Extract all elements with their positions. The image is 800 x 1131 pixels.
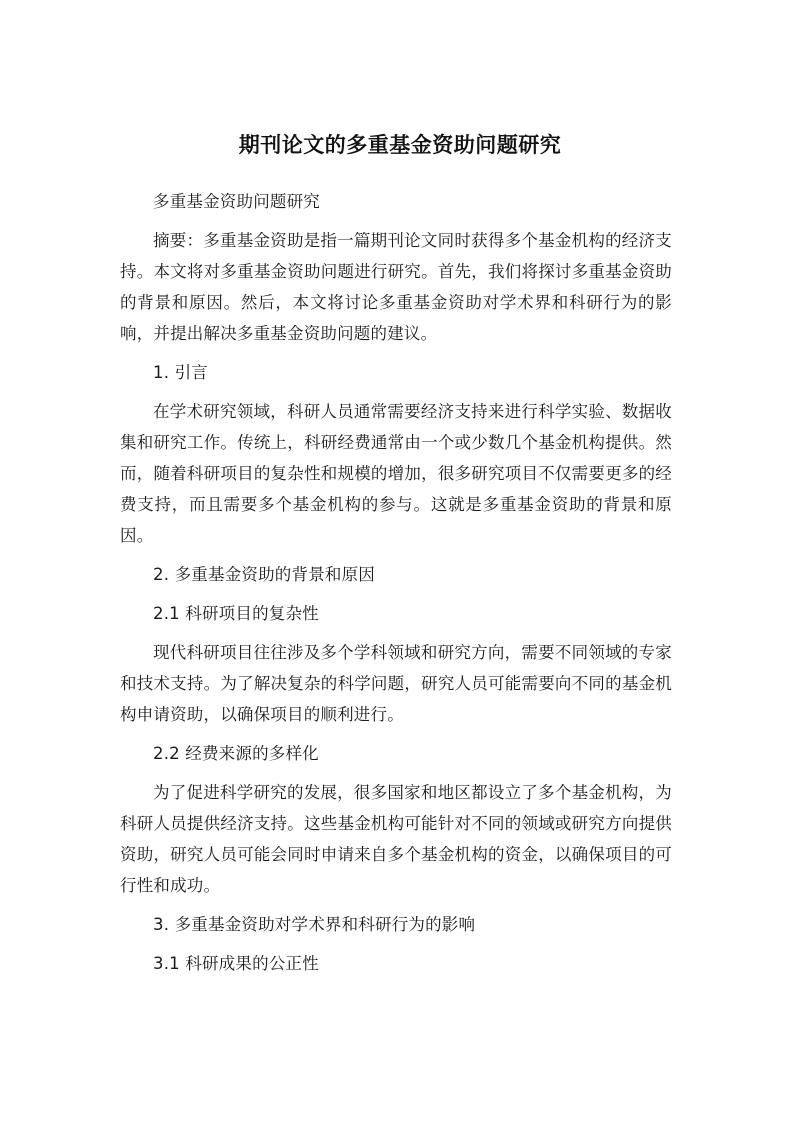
body-paragraph: 为了促进科学研究的发展，很多国家和地区都设立了多个基金机构，为科研人员提供经济支持。这些基金机构可能针对不同的领域或研究方向提供资助，研究人员可能会同时申请来自多个基金机构的资金，以确保项目的可行性和成功。 <box>120 783 672 895</box>
subsection-heading: 3.1 科研成果的公正性 <box>153 954 319 973</box>
section-heading: 多重基金资助问题研究 <box>153 192 320 211</box>
section-heading: 3. 多重基金资助对学术界和科研行为的影响 <box>153 915 476 934</box>
body-paragraph: 在学术研究领域，科研人员通常需要经济支持来进行科学实验、数据收集和研究工作。传统上，科研经费通常由一个或少数几个基金机构提供。然而，随着科研项目的复杂性和规模的增加，很多研究项目不仅需要更多的经费支持，而且需要多个基金机构的参与。这就是多重基金资助的背景和原因。 <box>120 402 672 545</box>
document-title: 期刊论文的多重基金资助问题研究 <box>238 133 562 158</box>
abstract-paragraph: 摘要：多重基金资助是指一篇期刊论文同时获得多个基金机构的经济支持。本文将对多重基金资助问题进行研究。首先，我们将探讨多重基金资助的背景和原因。然后，本文将讨论多重基金资助对学术界和科研行为的影响，并提出解决多重基金资助问题的建议。 <box>120 231 672 343</box>
section-heading: 1. 引言 <box>153 363 208 382</box>
subsection-heading: 2.2 经费来源的多样化 <box>153 744 319 763</box>
section-heading: 2. 多重基金资助的背景和原因 <box>153 565 375 584</box>
document-body <box>120 186 672 987</box>
body-paragraph: 现代科研项目往往涉及多个学科领域和研究方向，需要不同领域的专家和技术支持。为了解决复杂的科学问题，研究人员可能需要向不同的基金机构申请资助，以确保项目的顺利进行。 <box>120 643 672 724</box>
subsection-heading: 2.1 科研项目的复杂性 <box>153 604 319 623</box>
